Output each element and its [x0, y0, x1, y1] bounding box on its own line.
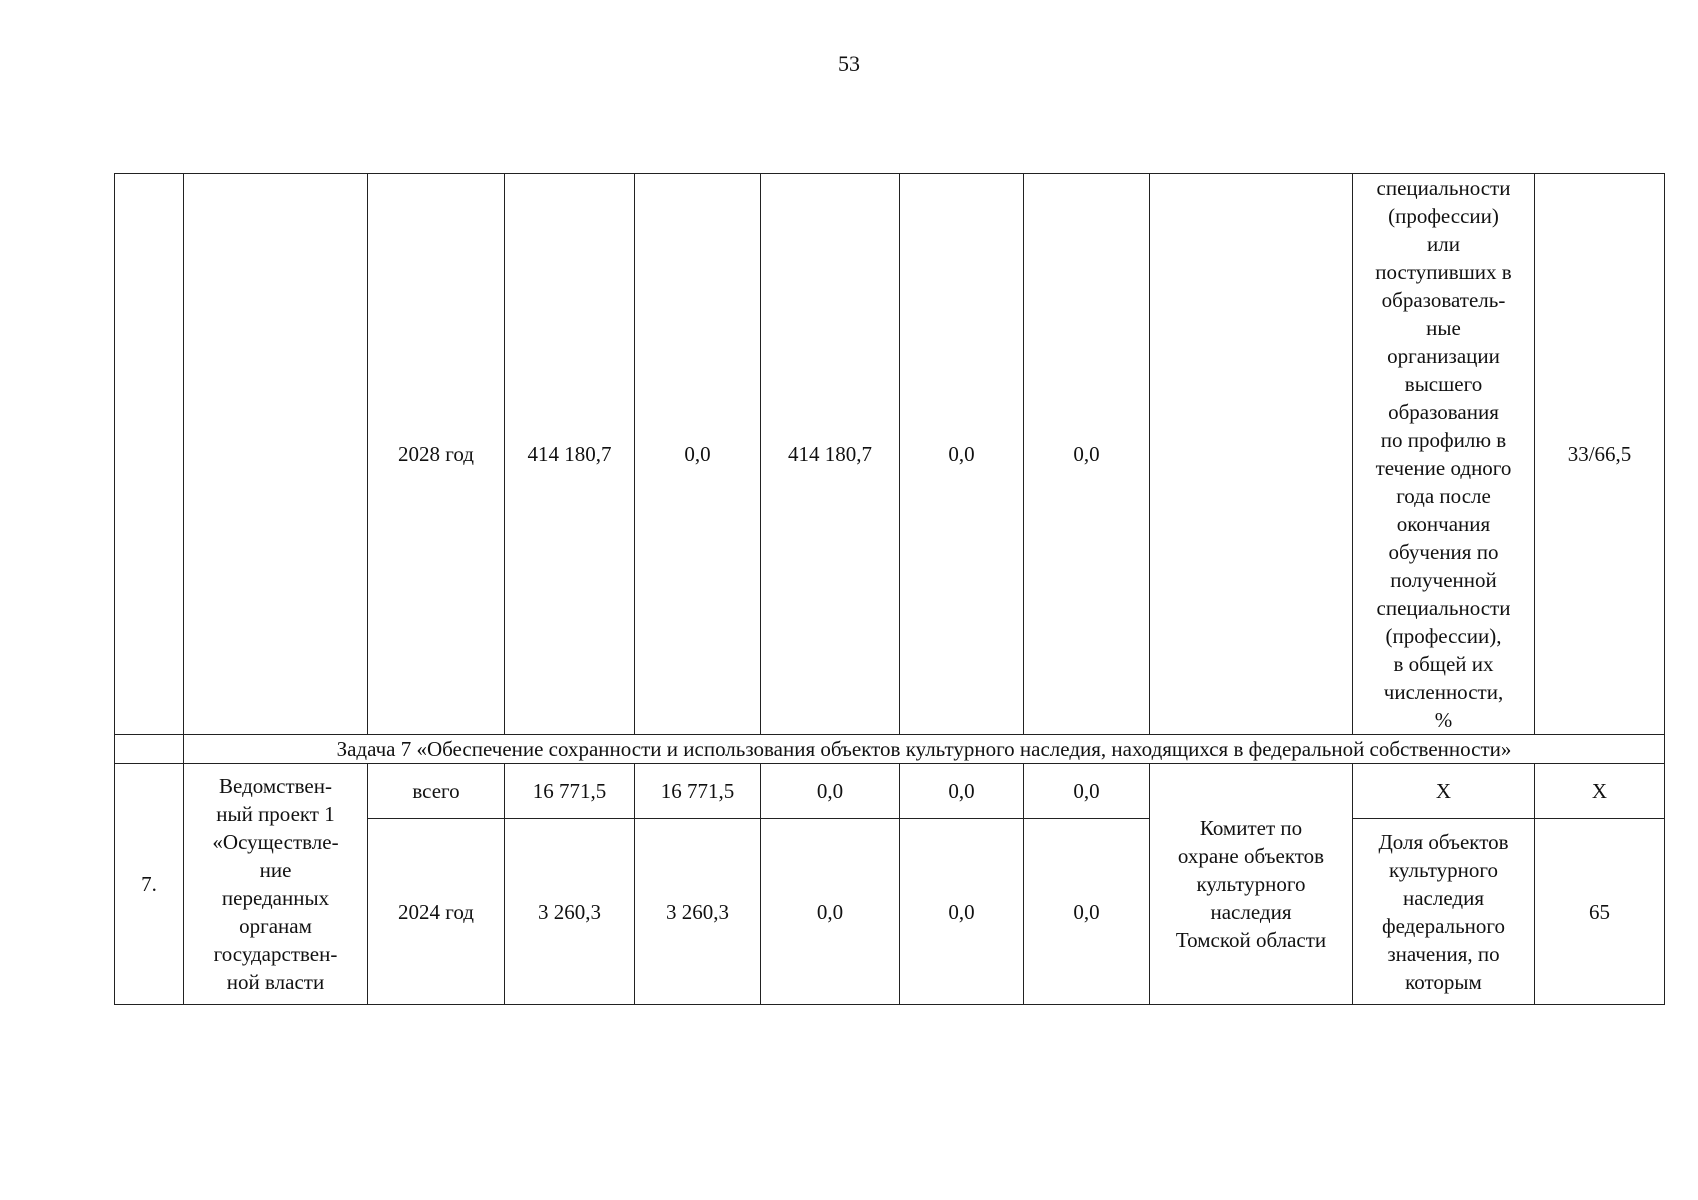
- federal-funding-cell: 3 260,3: [635, 819, 761, 1005]
- local-funding-cell: 0,0: [900, 764, 1024, 819]
- executor-cell: Комитет по охране объектов культурного наследия Томской области: [1150, 764, 1353, 1005]
- federal-funding-cell: 0,0: [635, 174, 761, 735]
- row-number-cell: 7.: [115, 764, 184, 1005]
- period-cell: всего: [368, 764, 505, 819]
- other-funding-cell: 0,0: [1024, 764, 1150, 819]
- indicator-value-cell: Х: [1535, 764, 1665, 819]
- regional-funding-cell: 0,0: [761, 764, 900, 819]
- total-funding-cell: 3 260,3: [505, 819, 635, 1005]
- program-table: [114, 173, 1665, 1005]
- federal-funding-cell: 16 771,5: [635, 764, 761, 819]
- local-funding-cell: 0,0: [900, 819, 1024, 1005]
- executor-cell: [1150, 174, 1353, 735]
- indicator-name-cell: Х: [1353, 764, 1535, 819]
- regional-funding-cell: 0,0: [761, 819, 900, 1005]
- page-number: 53: [838, 51, 860, 76]
- total-funding-cell: 16 771,5: [505, 764, 635, 819]
- indicator-name-cell: Доля объектов культурного наследия федерального значения, по которым: [1353, 819, 1535, 1005]
- task-row-number-cell: [115, 735, 184, 764]
- indicator-value-cell: 65: [1535, 819, 1665, 1005]
- project-name-cell: [184, 174, 368, 735]
- indicator-value-cell: 33/66,5: [1535, 174, 1665, 735]
- project-name-cell: Ведомствен- ный проект 1 «Осуществле- ние переданных органам государствен- ной власти: [184, 764, 368, 1005]
- regional-funding-cell: 414 180,7: [761, 174, 900, 735]
- table-row-7-total: [115, 764, 1665, 819]
- local-funding-cell: 0,0: [900, 174, 1024, 735]
- table-row-2028: [115, 174, 1665, 735]
- other-funding-cell: 0,0: [1024, 819, 1150, 1005]
- total-funding-cell: 414 180,7: [505, 174, 635, 735]
- task-title: Задача 7 «Обеспечение сохранности и использования объектов культурного наследия, находящихся в федеральной собственности»: [184, 735, 1665, 764]
- period-cell: 2028 год: [368, 174, 505, 735]
- task-row: [115, 735, 1665, 764]
- indicator-name-cell: специальности (профессии) или поступивших в образователь- ные организации высшего образования по профилю в течение одного года после окончания обучения по полученной специальности (профессии), в общей их численности, %: [1353, 174, 1535, 735]
- row-number-cell: [115, 174, 184, 735]
- other-funding-cell: 0,0: [1024, 174, 1150, 735]
- period-cell: 2024 год: [368, 819, 505, 1005]
